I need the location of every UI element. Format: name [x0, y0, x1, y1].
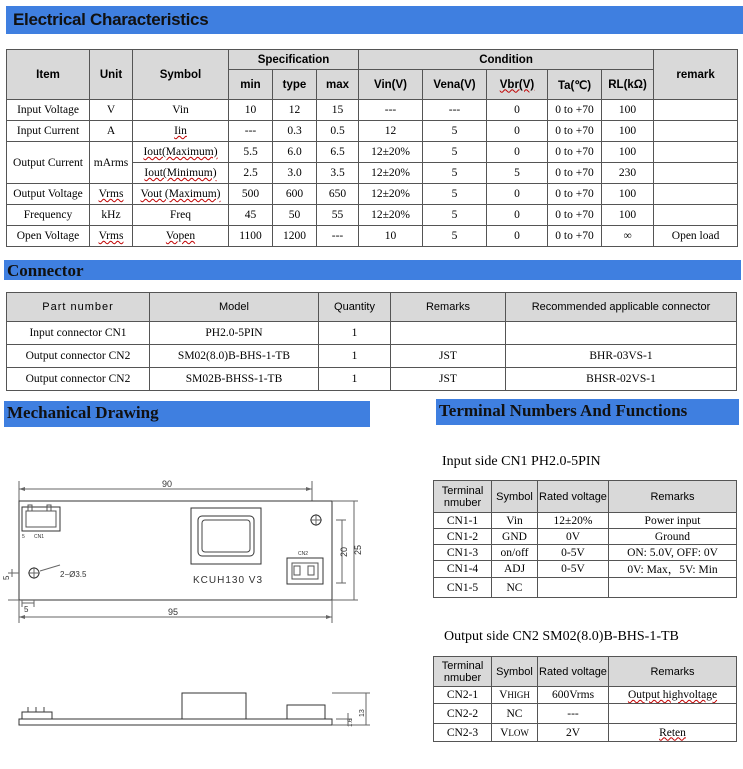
cell-remark [654, 142, 738, 163]
dim-5a: 5 [2, 575, 11, 580]
cell-rl: 230 [602, 163, 654, 184]
sym-main: V [500, 726, 509, 739]
cell-remarks: Ground [609, 529, 737, 545]
cell-remark [654, 100, 738, 121]
cell-rated: 600Vrms [538, 687, 609, 704]
cell-type: 1200 [273, 226, 317, 247]
cell-ta: 0 to +70 [548, 142, 602, 163]
table-row [7, 368, 737, 391]
cell-vena: 5 [423, 184, 487, 205]
cell-sym [492, 724, 538, 742]
output-side-caption: Output side CN2 SM02(8.0)B-BHS-1-TB [444, 629, 679, 644]
cell-num: CN1-5 [434, 578, 492, 598]
cell-ta: 0 to +70 [548, 184, 602, 205]
cell-min: 10 [229, 100, 273, 121]
table-row [434, 529, 737, 545]
cell-ta: 0 to +70 [548, 121, 602, 142]
hdr-remark: remark [654, 50, 738, 100]
table-row [434, 687, 737, 704]
cell-vbr: 0 [487, 100, 548, 121]
dim-thickness-16: 1.6 [348, 718, 354, 727]
hdr-unit: Unit [90, 50, 133, 100]
label-cn1: CN1 [34, 534, 45, 540]
cell-vin: --- [359, 100, 423, 121]
hdr-quantity: Quantity [319, 293, 391, 322]
board-marking: KCUH130 V3 [193, 575, 264, 586]
cell-sym: NC [492, 578, 538, 598]
cell-vin: 12±20% [359, 184, 423, 205]
side-board [19, 719, 332, 725]
cell-vena: 5 [423, 142, 487, 163]
hdr-condition: Condition [359, 50, 654, 70]
cell-num: CN1-1 [434, 513, 492, 529]
hdr-symbol: Symbol [492, 657, 538, 687]
hdr-item: Item [7, 50, 90, 100]
table-row [434, 513, 737, 529]
cell-unit: mArms [90, 142, 133, 184]
cell-qty: 1 [319, 345, 391, 368]
cell-unit: A [90, 121, 133, 142]
cell-remarks [609, 578, 737, 598]
cell-qty: 1 [319, 368, 391, 391]
cell-remarks: ON: 5.0V, OFF: 0V [609, 545, 737, 561]
mech-title-bar [4, 401, 370, 427]
side-cn2 [287, 705, 325, 719]
cell-num: CN1-4 [434, 561, 492, 578]
cell-max: 6.5 [317, 142, 359, 163]
cell-vbr: 0 [487, 226, 548, 247]
cell-sym [492, 687, 538, 704]
cell-rated: 0V [538, 529, 609, 545]
cell-vin: 10 [359, 226, 423, 247]
dim-width-95: 95 [168, 607, 179, 617]
cell-model: SM02B-BHSS-1-TB [150, 368, 319, 391]
cell-num: CN2-2 [434, 704, 492, 724]
hdr-rated-voltage: Rated voltage [538, 657, 609, 687]
cell-type: 0.3 [273, 121, 317, 142]
connector-title-bar [4, 260, 741, 280]
hdr-spec: Specification [229, 50, 359, 70]
cell-vena: 5 [423, 226, 487, 247]
cell-rec [506, 322, 737, 345]
cell-rl: 100 [602, 100, 654, 121]
cell-unit: Vrms [90, 184, 133, 205]
table-row [7, 345, 737, 368]
side-view [19, 693, 370, 725]
cell-remark [654, 163, 738, 184]
cell-rl: 100 [602, 205, 654, 226]
hdr-type: type [273, 70, 317, 100]
cell-remark [654, 184, 738, 205]
table-row [434, 704, 737, 724]
terminal-title-bar [436, 399, 739, 425]
cell-ta: 0 to +70 [548, 163, 602, 184]
hdr-part-number: Part number [7, 293, 150, 322]
cell-item: Output Voltage [7, 184, 90, 205]
hdr-max: max [317, 70, 359, 100]
cell-sym: GND [492, 529, 538, 545]
cell-vbr: 0 [487, 142, 548, 163]
cell-model: SM02(8.0)B-BHS-1-TB [150, 345, 319, 368]
hdr-vin: Vin(V) [359, 70, 423, 100]
cell-item: Output Current [7, 142, 90, 184]
connector-table [6, 292, 737, 391]
cell-symbol: Iin [133, 121, 229, 142]
cell-type: 12 [273, 100, 317, 121]
table-row [434, 724, 737, 742]
cell-unit: Vrms [90, 226, 133, 247]
cell-num: CN1-2 [434, 529, 492, 545]
hdr-rated-voltage: Rated voltage [538, 481, 609, 513]
table-row [7, 205, 738, 226]
connector-title: Connector [7, 261, 84, 280]
cell-vbr: 0 [487, 121, 548, 142]
hdr-vena: Vena(V) [423, 70, 487, 100]
cell-item: Frequency [7, 205, 90, 226]
cell-num: CN2-3 [434, 724, 492, 742]
cell-max: 650 [317, 184, 359, 205]
label-cn1-pin: 5 [22, 534, 25, 540]
cell-item: Open Voltage [7, 226, 90, 247]
cell-rated: 12±20% [538, 513, 609, 529]
cell-sym [492, 704, 538, 724]
cell-max: 55 [317, 205, 359, 226]
cell-vbr: 5 [487, 163, 548, 184]
cell-type: 3.0 [273, 163, 317, 184]
cell-rl: ∞ [602, 226, 654, 247]
cell-min: 500 [229, 184, 273, 205]
cell-rec: BHSR-02VS-1 [506, 368, 737, 391]
cell-rated [538, 578, 609, 598]
cell-max: 0.5 [317, 121, 359, 142]
cell-rl: 100 [602, 121, 654, 142]
cell-ta: 0 to +70 [548, 205, 602, 226]
cell-model: PH2.0-5PIN [150, 322, 319, 345]
cell-item: Input Current [7, 121, 90, 142]
hdr-symbol: Symbol [133, 50, 229, 100]
electrical-title: Electrical Characteristics [13, 10, 209, 29]
cell-vbr: 0 [487, 184, 548, 205]
cell-remarks: Output highvoltage [609, 687, 737, 704]
cell-vin: 12±20% [359, 205, 423, 226]
hdr-ta: Ta(℃) [548, 70, 602, 100]
cell-num: CN2-1 [434, 687, 492, 704]
table-row [434, 545, 737, 561]
table-row [7, 100, 738, 121]
table-row [7, 322, 737, 345]
table-row [434, 561, 737, 578]
cell-symbol: Vout (Maximum) [133, 184, 229, 205]
cell-remarks: Power input [609, 513, 737, 529]
dim-height-25: 25 [353, 544, 363, 555]
cell-num: CN1-3 [434, 545, 492, 561]
cell-qty: 1 [319, 322, 391, 345]
board-outline [19, 501, 332, 600]
cell-min: 2.5 [229, 163, 273, 184]
cell-rec: BHR-03VS-1 [506, 345, 737, 368]
cell-max: 3.5 [317, 163, 359, 184]
cell-symbol: Vin [133, 100, 229, 121]
sym-sub: HIGH [507, 690, 530, 700]
table-row [7, 184, 738, 205]
cell-sym: ADJ [492, 561, 538, 578]
mech-title: Mechanical Drawing [7, 403, 159, 422]
dim-height-13: 13 [359, 709, 366, 717]
cell-vena: 5 [423, 121, 487, 142]
hdr-vbr: Vbr(V) [487, 70, 548, 100]
cell-remarks: JST [391, 345, 506, 368]
cell-rated: 2V [538, 724, 609, 742]
cell-sym: on/off [492, 545, 538, 561]
cell-part: Output connector CN2 [7, 368, 150, 391]
label-cn2: CN2 [298, 551, 309, 557]
cell-min: 1100 [229, 226, 273, 247]
table-row [7, 226, 738, 247]
electrical-table [6, 49, 738, 247]
hdr-remarks: Remarks [609, 657, 737, 687]
cell-symbol: Iout(Minimum) [133, 163, 229, 184]
sym-main: V [499, 689, 508, 701]
cell-remarks: JST [391, 368, 506, 391]
input-side-caption: Input side CN1 PH2.0-5PIN [442, 454, 601, 469]
cell-vena: 5 [423, 163, 487, 184]
cell-unit: V [90, 100, 133, 121]
cell-unit: kHz [90, 205, 133, 226]
electrical-title-bar [6, 6, 743, 34]
cell-symbol: Freq [133, 205, 229, 226]
cell-rated: 0-5V [538, 561, 609, 578]
cell-max: 15 [317, 100, 359, 121]
cell-type: 600 [273, 184, 317, 205]
cell-part: Output connector CN2 [7, 345, 150, 368]
input-terminal-table [433, 480, 737, 598]
hdr-min: min [229, 70, 273, 100]
sym-sub: LOW [508, 727, 529, 738]
cell-remarks [391, 322, 506, 345]
dim-width-90: 90 [162, 479, 173, 489]
hdr-symbol: Symbol [492, 481, 538, 513]
cell-part: Input connector CN1 [7, 322, 150, 345]
cell-max: --- [317, 226, 359, 247]
cell-remarks: 0V: Max，5V: Min [609, 561, 737, 578]
table-row [7, 142, 738, 163]
cell-rl: 100 [602, 184, 654, 205]
cell-remark [654, 121, 738, 142]
cell-item: Input Voltage [7, 100, 90, 121]
cell-ta: 0 to +70 [548, 100, 602, 121]
cell-remarks: Reten [609, 724, 737, 742]
cell-vin: 12 [359, 121, 423, 142]
dim-hole: 2−Ø3.5 [60, 570, 87, 579]
cell-min: --- [229, 121, 273, 142]
mechanical-drawing [0, 465, 380, 765]
output-terminal-table [433, 656, 737, 742]
dim-height-20: 20 [339, 546, 349, 557]
hdr-remarks: Remarks [391, 293, 506, 322]
cell-sym: Vin [492, 513, 538, 529]
cell-rated: 0-5V [538, 545, 609, 561]
cell-rl: 100 [602, 142, 654, 163]
sym-main: NC [506, 707, 523, 720]
dim-5b: 5 [24, 605, 29, 614]
cell-min: 45 [229, 205, 273, 226]
table-row [7, 121, 738, 142]
hdr-recommended: Recommended applicable connector [506, 293, 737, 322]
cell-vin: 12±20% [359, 142, 423, 163]
cell-vin: 12±20% [359, 163, 423, 184]
cell-vena: --- [423, 100, 487, 121]
cell-symbol: Iout(Maximum) [133, 142, 229, 163]
cell-type: 6.0 [273, 142, 317, 163]
cell-ta: 0 to +70 [548, 226, 602, 247]
cell-type: 50 [273, 205, 317, 226]
cell-vena: 5 [423, 205, 487, 226]
terminal-title: Terminal Numbers And Functions [439, 401, 688, 420]
hdr-terminal-number: Terminal nmuber [434, 481, 492, 513]
cell-rated: --- [538, 704, 609, 724]
hdr-terminal-number: Terminal nmuber [434, 657, 492, 687]
cell-min: 5.5 [229, 142, 273, 163]
hdr-remarks: Remarks [609, 481, 737, 513]
cell-remark: Open load [654, 226, 738, 247]
hdr-model: Model [150, 293, 319, 322]
table-row [434, 578, 737, 598]
cell-vbr: 0 [487, 205, 548, 226]
cell-symbol: Vopen [133, 226, 229, 247]
hdr-rl: RL(kΩ) [602, 70, 654, 100]
side-transformer [182, 693, 246, 719]
cell-remarks [609, 704, 737, 724]
cell-remark [654, 205, 738, 226]
